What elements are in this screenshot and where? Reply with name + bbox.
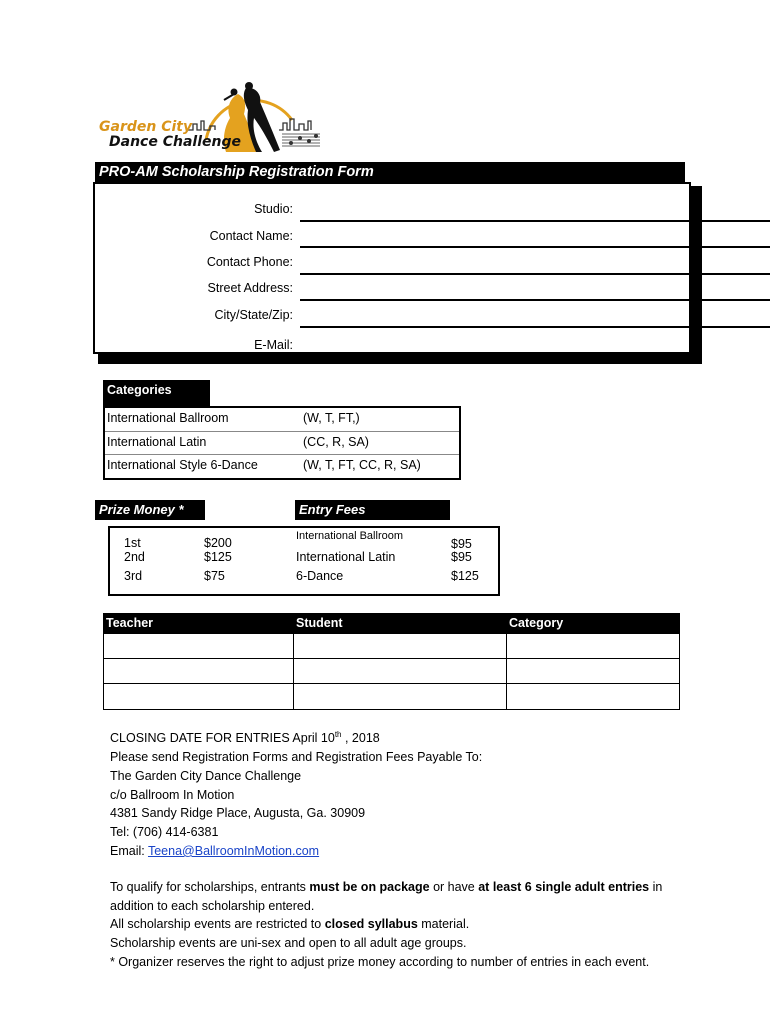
prize-place: 2nd: [124, 550, 145, 564]
studio-label: Studio:: [254, 202, 293, 216]
student-cell[interactable]: [293, 683, 507, 710]
teacher-cell[interactable]: [103, 683, 294, 710]
city-state-zip-field[interactable]: [300, 326, 770, 328]
contact-box: [93, 182, 691, 354]
send-instructions: Please send Registration Forms and Registration Fees Payable To:: [110, 749, 483, 764]
category-name: International Style 6-Dance: [107, 458, 258, 472]
fee-event: International Latin: [296, 550, 396, 564]
category-dances: (CC, R, SA): [303, 435, 369, 449]
category-cell[interactable]: [506, 658, 680, 684]
category-header: Category: [506, 613, 680, 633]
fee-event: International Ballroom: [296, 530, 404, 542]
email-link[interactable]: Teena@BallroomInMotion.com: [147, 843, 320, 858]
email-field[interactable]: [300, 332, 770, 350]
prize-amount: $200: [204, 536, 232, 550]
student-cell[interactable]: [293, 658, 507, 684]
category-cell[interactable]: [506, 683, 680, 710]
prize-place: 3rd: [124, 569, 143, 583]
category-name: International Latin: [107, 435, 207, 449]
studio-field[interactable]: [300, 220, 770, 222]
category-row: [105, 431, 459, 455]
prize-place: 1st: [124, 536, 141, 550]
logo-line2: Dance Challenge: [109, 134, 241, 150]
category-dances: (W, T, FT, CC, R, SA): [303, 458, 421, 472]
fee-amount: $95: [451, 550, 472, 564]
mailing-address: 4381 Sandy Ridge Place, Augusta, Ga. 30909: [110, 806, 366, 821]
category-row: [105, 454, 459, 478]
fee-amount: $125: [451, 569, 479, 583]
street-address-field[interactable]: [300, 299, 770, 301]
closing-notes: [110, 726, 730, 972]
entry-fees-heading: Entry Fees: [295, 500, 450, 520]
email-line: Email: Teena@BallroomInMotion.com: [110, 843, 320, 858]
categories-heading: Categories: [103, 380, 210, 406]
teacher-cell[interactable]: [103, 658, 294, 684]
contact-phone-field[interactable]: [300, 273, 770, 275]
closing-date: CLOSING DATE FOR ENTRIES April 10th , 2018: [110, 730, 380, 746]
city-state-zip-label: City/State/Zip:: [214, 308, 293, 322]
category-cell[interactable]: [506, 633, 680, 659]
organization-name: The Garden City Dance Challenge: [110, 768, 302, 783]
category-dances: (W, T, FT,): [303, 411, 360, 425]
logo: [96, 80, 326, 158]
street-address-label: Street Address:: [207, 281, 293, 295]
teacher-cell[interactable]: [103, 633, 294, 659]
fee-event: 6-Dance: [296, 569, 344, 583]
organizer-note: * Organizer reserves the right to adjust prize money according to number of entries in each event.: [110, 954, 650, 969]
student-header: Student: [293, 613, 507, 633]
qualify-note-cont: addition to each scholarship entered.: [110, 898, 315, 913]
teacher-header: Teacher: [103, 613, 294, 633]
contact-name-label: Contact Name:: [209, 229, 293, 243]
unisex-note: Scholarship events are uni-sex and open to all adult age groups.: [110, 936, 467, 951]
logo-line1: Garden City: [99, 119, 193, 135]
contact-name-field[interactable]: [300, 246, 770, 248]
care-of: c/o Ballroom In Motion: [110, 787, 235, 802]
categories-table: [103, 406, 461, 480]
fee-amount: $95: [451, 537, 472, 551]
category-name: International Ballroom: [107, 411, 229, 425]
prize-amount: $125: [204, 550, 232, 564]
form-title: PRO-AM Scholarship Registration Form: [95, 162, 685, 183]
syllabus-note: All scholarship events are restricted to closed syllabus material.: [110, 917, 470, 932]
category-row: [105, 408, 459, 431]
prize-money-heading: Prize Money *: [95, 500, 205, 520]
email-label: E-Mail:: [254, 338, 293, 352]
contact-phone-label: Contact Phone:: [206, 255, 293, 269]
student-cell[interactable]: [293, 633, 507, 659]
prize-amount: $75: [204, 569, 225, 583]
qualify-note: To qualify for scholarships, entrants must be on package or have at least 6 single adult entries in: [110, 879, 663, 894]
telephone: Tel: (706) 414-6381: [110, 825, 219, 840]
